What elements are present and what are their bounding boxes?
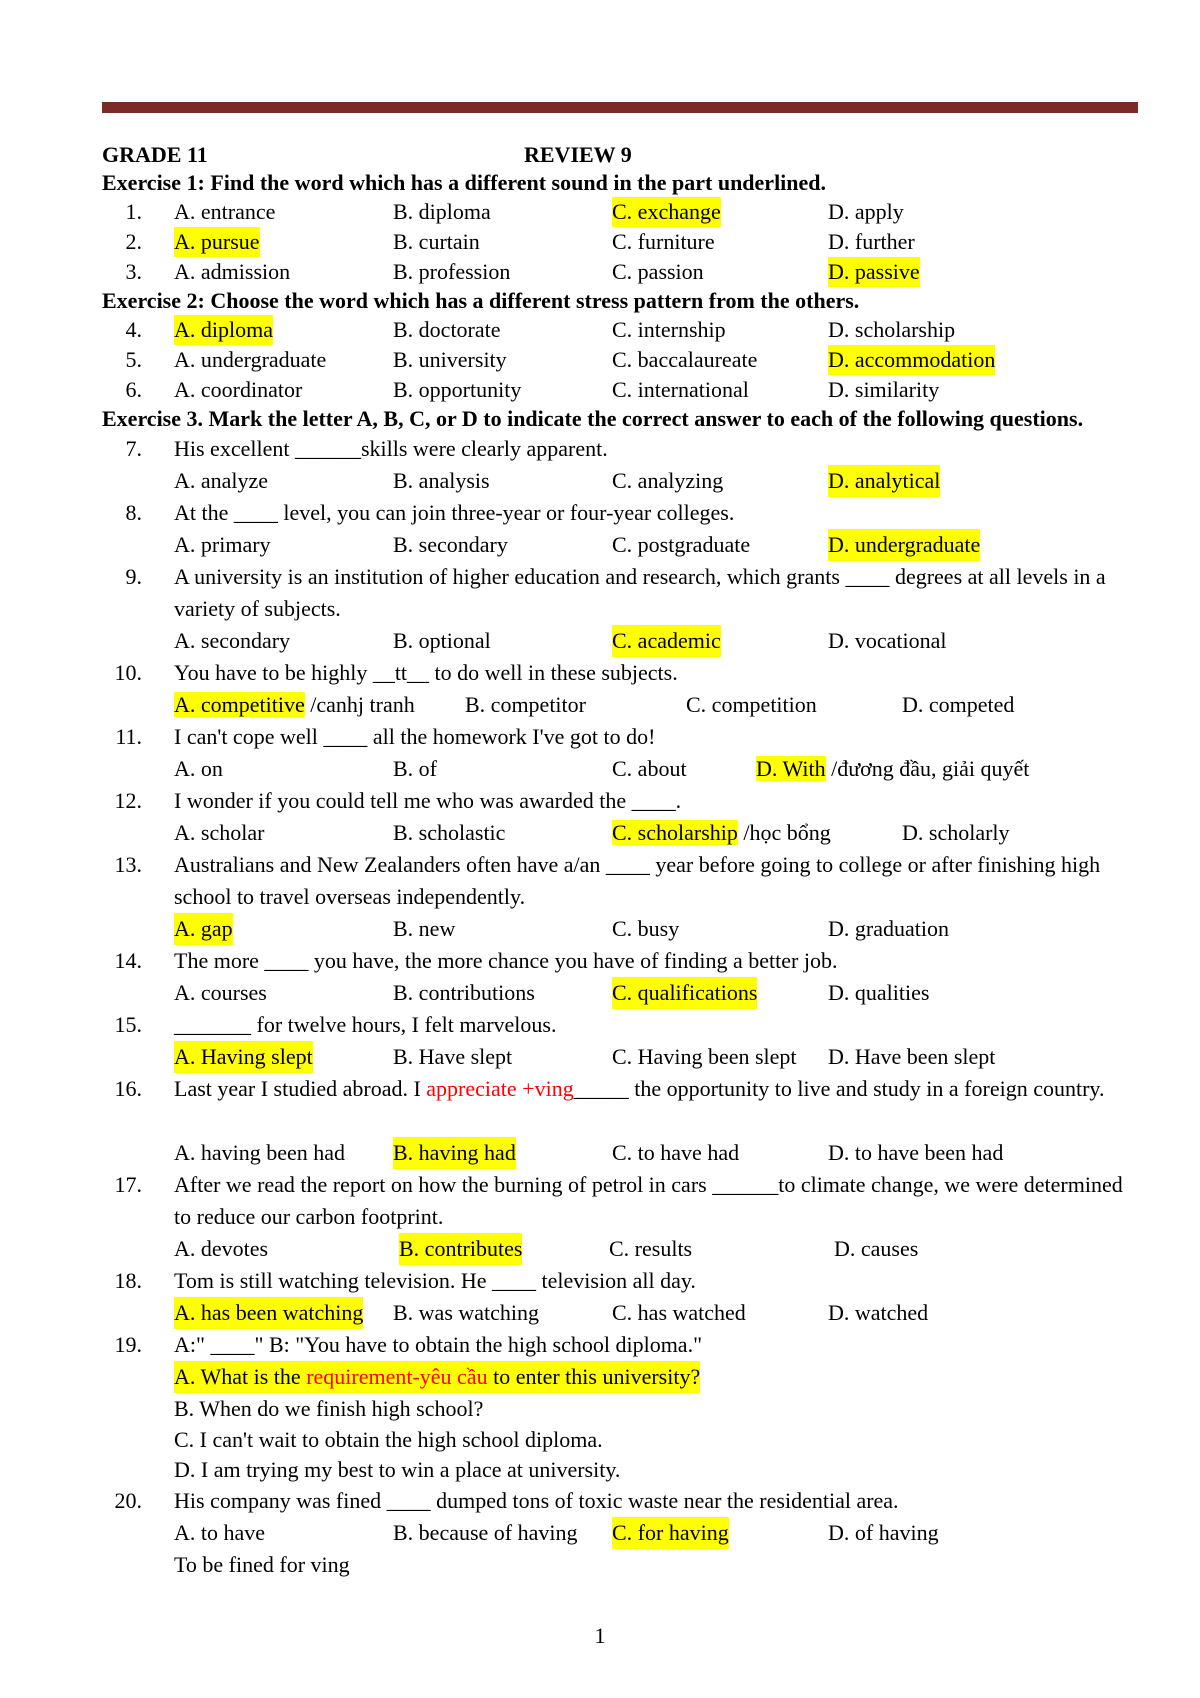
question-number: 15. — [114, 1012, 142, 1037]
option-b: B. diploma — [393, 199, 491, 224]
option-a-end: to enter this university? — [487, 1364, 701, 1389]
option-b: B. curtain — [393, 229, 480, 254]
option-b: B. When do we finish high school? — [174, 1396, 484, 1421]
option-b: B. university — [393, 347, 507, 372]
option-b-answer: B. contributes — [399, 1233, 522, 1265]
vocab-note: /học bổng — [737, 820, 831, 845]
option-d-answer: D. passive — [828, 257, 920, 287]
grammar-note-row — [102, 1549, 1142, 1581]
option-d: D. similarity — [828, 377, 940, 402]
option-a: A. secondary — [174, 628, 291, 653]
question-text-end: _____ the opportunity to live and study in a foreign country. — [573, 1076, 1105, 1101]
option-c-answer: C. exchange — [612, 197, 721, 227]
question-stem — [102, 433, 1142, 465]
option-d: D. vocational — [828, 628, 947, 653]
option-c-answer: C. for having — [612, 1517, 729, 1549]
option-c: C. I can't wait to obtain the high school diploma. — [174, 1427, 603, 1452]
page-header — [102, 140, 1142, 169]
question-number: 8. — [125, 500, 142, 525]
option-b: B. Have slept — [393, 1044, 513, 1069]
question-number: 2. — [125, 229, 142, 254]
question-stem — [102, 1329, 1142, 1361]
option-c: C. baccalaureate — [612, 347, 758, 372]
question-number: 7. — [125, 436, 142, 461]
option-a-answer: A. gap — [174, 913, 233, 945]
review-label: REVIEW 9 — [524, 142, 632, 167]
option-b: B. secondary — [393, 532, 508, 557]
question-number: 5. — [125, 347, 142, 372]
question-text: A university is an institution of higher education and research, which grants ____ degrees at all levels in a variety of subjects. — [174, 564, 1106, 621]
option-c: C. Having been slept — [612, 1044, 797, 1069]
question-stem — [102, 657, 1142, 689]
question-row — [102, 345, 1142, 375]
option-c: C. international — [612, 377, 749, 402]
question-text — [174, 1073, 1142, 1105]
question-row — [102, 257, 1142, 287]
option-d: D. Have been slept — [828, 1044, 996, 1069]
option-c: C. furniture — [612, 229, 715, 254]
question-text: You have to be highly __tt__ to do well in these subjects. — [174, 660, 678, 685]
option-a-start: A. What is the — [174, 1364, 307, 1389]
option-d-answer: D. undergraduate — [828, 529, 980, 561]
option-a: A. primary — [174, 532, 271, 557]
question-options — [102, 977, 1142, 1009]
question-stem — [102, 1169, 1142, 1233]
option-c: C. to have had — [612, 1140, 740, 1165]
question-number: 4. — [125, 317, 142, 342]
question-options — [102, 1137, 1142, 1169]
question-text: The more ____ you have, the more chance you have of finding a better job. — [174, 948, 838, 973]
option-d-row — [102, 1455, 1142, 1485]
option-b: B. was watching — [393, 1300, 540, 1325]
question-text: After we read the report on how the burning of petrol in cars ______to climate change, we were determined to reduce our carbon footprint. — [174, 1172, 1123, 1229]
question-text: A:" ____" B: "You have to obtain the high school diploma." — [174, 1332, 703, 1357]
question-stem — [102, 561, 1142, 625]
option-b: B. scholastic — [393, 820, 506, 845]
question-options — [102, 1041, 1142, 1073]
option-b-answer: B. having had — [393, 1137, 516, 1169]
option-b: B. new — [393, 916, 456, 941]
option-a: A. devotes — [174, 1236, 269, 1261]
question-number: 17. — [114, 1172, 142, 1197]
option-d: D. causes — [834, 1236, 919, 1261]
option-b: B. analysis — [393, 468, 490, 493]
option-c-answer: C. scholarship — [612, 820, 738, 845]
option-c: C. results — [609, 1236, 693, 1261]
option-d: D. I am trying my best to win a place at university. — [174, 1457, 621, 1482]
option-a: A. undergraduate — [174, 347, 327, 372]
question-number: 13. — [114, 852, 142, 877]
question-number: 18. — [114, 1268, 142, 1293]
option-a-answer: A. has been watching — [174, 1297, 363, 1329]
exercise-2-title: Exercise 2: Choose the word which has a different stress pattern from the others. — [102, 288, 860, 313]
option-c: C. about — [612, 756, 687, 781]
question-number: 6. — [125, 377, 142, 402]
option-a-answer: A. competitive — [174, 692, 305, 717]
option-b: B. of — [393, 756, 437, 781]
question-text: His company was fined ____ dumped tons of toxic waste near the residential area. — [174, 1488, 899, 1513]
page-number: 1 — [594, 1623, 606, 1648]
option-d-answer: D. analytical — [828, 465, 940, 497]
question-text: Tom is still watching television. He ____ television all day. — [174, 1268, 696, 1293]
option-a-row — [102, 1361, 1142, 1393]
option-d: D. of having — [828, 1520, 939, 1545]
option-d: D. to have been had — [828, 1140, 1004, 1165]
exercise-3-title: Exercise 3. Mark the letter A, B, C, or D to indicate the correct answer to each of the following questions. — [102, 406, 1084, 431]
option-b: B. optional — [393, 628, 491, 653]
option-d: D. apply — [828, 199, 904, 224]
question-options — [102, 625, 1142, 657]
option-a: A. to have — [174, 1520, 266, 1545]
option-c: C. passion — [612, 259, 704, 284]
option-d-answer: D. With — [756, 756, 826, 781]
question-options — [102, 1233, 1142, 1265]
question-text: His excellent ______skills were clearly apparent. — [174, 436, 608, 461]
question-stem — [102, 1265, 1142, 1297]
option-b: B. contributions — [393, 980, 535, 1005]
option-b: B. competitor — [465, 692, 586, 717]
option-c: C. postgraduate — [612, 532, 751, 557]
option-b: B. because of having — [393, 1520, 578, 1545]
option-c: C. competition — [686, 692, 817, 717]
question-stem — [102, 945, 1142, 977]
question-text: Australians and New Zealanders often have a/an ____ year before going to college or after finishing high school to travel overseas independently. — [174, 852, 1101, 909]
grammar-hint: appreciate +ving — [426, 1076, 574, 1101]
option-a-answer: A. Having slept — [174, 1041, 313, 1073]
option-a: A. on — [174, 756, 223, 781]
option-c-answer: C. qualifications — [612, 977, 757, 1009]
vocab-note: /canhj tranh — [304, 692, 415, 717]
question-number: 14. — [114, 948, 142, 973]
option-a: A. admission — [174, 259, 291, 284]
option-b: B. doctorate — [393, 317, 501, 342]
option-a-answer: A. diploma — [174, 315, 273, 345]
option-d: D. scholarly — [902, 820, 1010, 845]
question-row — [102, 375, 1142, 405]
option-d-answer: D. accommodation — [828, 345, 995, 375]
option-c-row — [102, 1425, 1142, 1455]
option-a: A. coordinator — [174, 377, 303, 402]
option-c-answer: C. academic — [612, 625, 721, 657]
question-options — [102, 465, 1142, 497]
question-text: At the ____ level, you can join three-year or four-year colleges. — [174, 500, 735, 525]
option-d: D. watched — [828, 1300, 929, 1325]
question-stem — [102, 721, 1142, 753]
option-a: A. analyze — [174, 468, 269, 493]
question-number: 12. — [114, 788, 142, 813]
question-number: 1. — [125, 199, 142, 224]
question-row — [102, 227, 1142, 257]
question-number: 9. — [125, 564, 142, 589]
option-a: A. having been had — [174, 1140, 346, 1165]
option-a: A. scholar — [174, 820, 265, 845]
grammar-note: To be fined for ving — [174, 1552, 350, 1577]
option-d: D. competed — [902, 692, 1015, 717]
question-stem — [102, 849, 1142, 913]
option-b-row — [102, 1393, 1142, 1425]
option-c: C. analyzing — [612, 468, 724, 493]
option-c: C. internship — [612, 317, 726, 342]
header-rule — [102, 102, 1138, 113]
option-d: D. further — [828, 229, 915, 254]
question-stem — [102, 1073, 1142, 1137]
question-number: 19. — [114, 1332, 142, 1357]
question-number: 16. — [114, 1076, 142, 1101]
option-a-answer: A. pursue — [174, 227, 260, 257]
option-c: C. busy — [612, 916, 680, 941]
grade-label: GRADE 11 — [102, 142, 208, 167]
option-a-answer — [174, 1361, 700, 1393]
worksheet — [102, 140, 1142, 1581]
question-options — [102, 689, 1142, 721]
question-number: 11. — [115, 724, 142, 749]
option-b: B. profession — [393, 259, 511, 284]
question-text: I wonder if you could tell me who was awarded the ____. — [174, 788, 682, 813]
question-row — [102, 197, 1142, 227]
question-options — [102, 753, 1142, 785]
option-d: D. scholarship — [828, 317, 956, 342]
question-number: 20. — [114, 1488, 142, 1513]
question-options — [102, 817, 1142, 849]
question-number: 10. — [114, 660, 142, 685]
question-options — [102, 1297, 1142, 1329]
option-a: A. courses — [174, 980, 267, 1005]
option-d: D. graduation — [828, 916, 949, 941]
question-stem — [102, 1009, 1142, 1041]
question-text-start: Last year I studied abroad. I — [174, 1076, 427, 1101]
option-a: A. entrance — [174, 199, 276, 224]
question-number: 3. — [125, 259, 142, 284]
vocab-hint: requirement-yêu cầu — [306, 1364, 488, 1389]
question-text: I can't cope well ____ all the homework I've got to do! — [174, 724, 656, 749]
vocab-note: /đương đầu, giải quyết — [825, 756, 1030, 781]
option-d: D. qualities — [828, 980, 930, 1005]
exercise-1-title: Exercise 1: Find the word which has a different sound in the part underlined. — [102, 170, 827, 195]
question-options — [102, 1517, 1142, 1549]
question-options — [102, 913, 1142, 945]
option-c: C. has watched — [612, 1300, 746, 1325]
question-options — [102, 529, 1142, 561]
question-stem — [102, 497, 1142, 529]
question-stem — [102, 1485, 1142, 1517]
option-b: B. opportunity — [393, 377, 522, 402]
question-text: _______ for twelve hours, I felt marvelous. — [174, 1012, 557, 1037]
question-row — [102, 315, 1142, 345]
question-stem — [102, 785, 1142, 817]
